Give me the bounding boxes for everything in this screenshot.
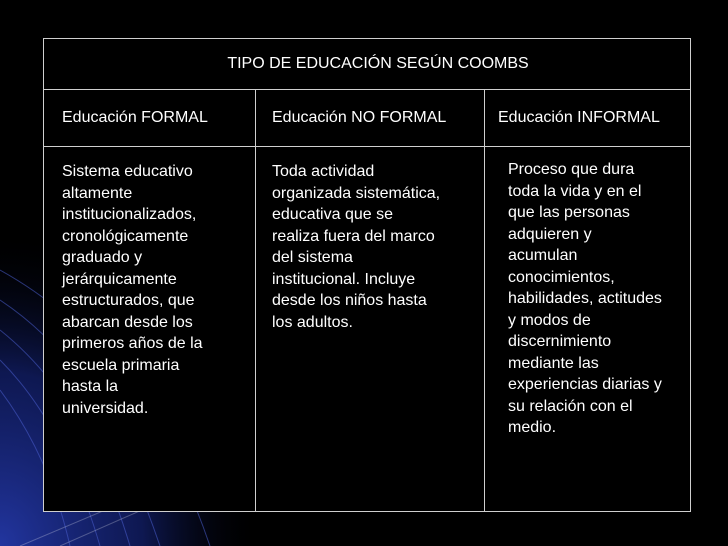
description-no-formal: Toda actividad organizada sistemática, educativa que se realiza fuera del marco del sistema institucional. Incluye desde los niños hasta los adultos.: [272, 163, 441, 331]
table-title: TIPO DE EDUCACIÓN SEGÚN COOMBS: [227, 55, 529, 72]
header-formal: Educación FORMAL: [44, 90, 256, 147]
description-cell-no-formal: [256, 147, 485, 512]
header-informal: Educación INFORMAL: [485, 90, 691, 147]
description-informal: Proceso que dura toda la vida y en el que las personas adquieren y acumulan conocimientos, habilidades, actitudes y modos de discernimiento mediante las experiencias diarias y su relación con el medio.: [508, 161, 662, 436]
description-formal: Sistema educativo altamente institucionalizados, cronológicamente graduado y jerárquicamente estructurados, que abarcan desde los primeros años de la escuela primaria hasta la universidad.: [62, 163, 203, 417]
description-cell-informal: [485, 147, 691, 512]
title-cell: [44, 39, 691, 90]
description-cell-formal: [44, 147, 256, 512]
header-no-formal: Educación NO FORMAL: [256, 90, 485, 147]
title-row: [44, 39, 691, 90]
education-types-table: [43, 38, 691, 512]
header-row: [44, 90, 691, 147]
description-row: [44, 147, 691, 512]
